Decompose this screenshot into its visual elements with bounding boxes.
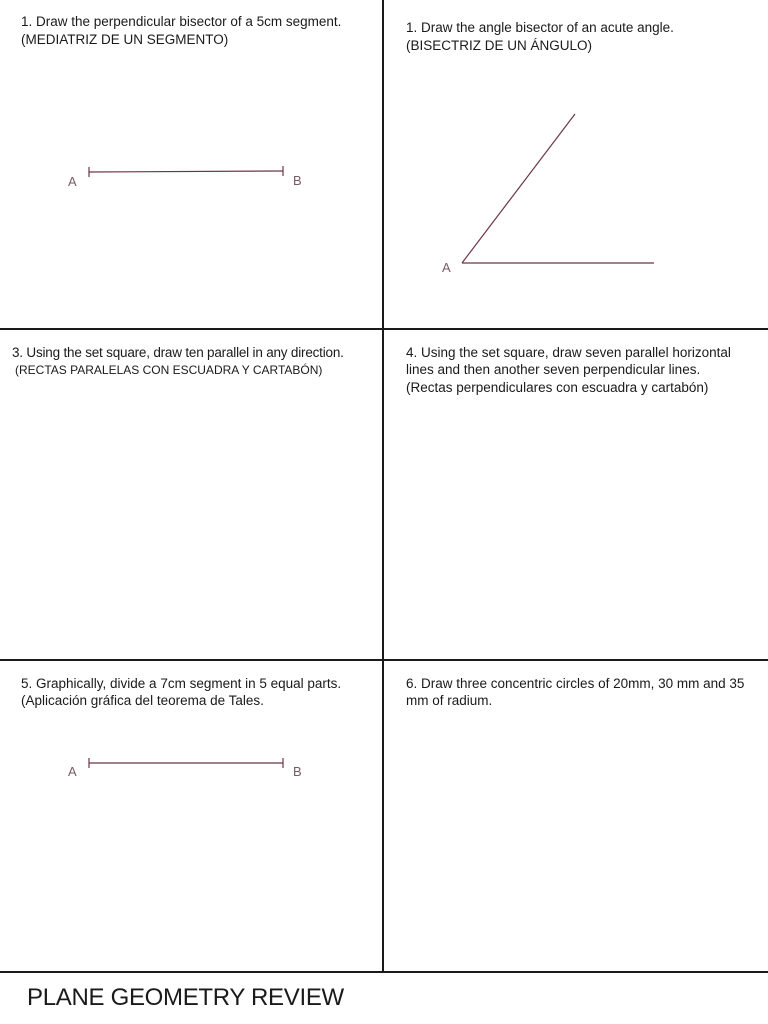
- exercise-2-subtitle: (BISECTRIZ DE UN ÁNGULO): [406, 38, 593, 53]
- exercise-1-subtitle: (MEDIATRIZ DE UN SEGMENTO): [21, 32, 229, 47]
- exercise-2-title: 1. Draw the angle bisector of an acute angle.: [406, 20, 674, 35]
- exercise-2-angle-drawing: [384, 0, 768, 328]
- exercise-5-title: 5. Graphically, divide a 7cm segment in 5 equal parts.: [21, 676, 342, 691]
- segment-ab: [89, 171, 283, 172]
- angle-ray-1: [462, 114, 575, 263]
- exercise-4-cell: [384, 330, 768, 659]
- exercise-1-title: 1. Draw the perpendicular bisector of a 5cm segment.: [21, 14, 342, 29]
- horizontal-divider-3: [0, 971, 768, 973]
- exercise-3-title: 3. Using the set square, draw ten parallel in any direction.: [12, 345, 344, 360]
- exercise-6-title: 6. Draw three concentric circles of 20mm, 30 mm and 35 mm of radium.: [406, 676, 745, 708]
- exercise-6-cell: [384, 661, 768, 971]
- exercise-4-title: 4. Using the set square, draw seven parallel horizontal lines and then another seven perpendicular lines.: [406, 345, 731, 377]
- exercise-3-cell: [0, 330, 382, 659]
- exercise-3-subtitle: (RECTAS PARALELAS CON ESCUADRA Y CARTABÓN): [15, 363, 323, 377]
- point-a-label: A: [68, 764, 77, 779]
- point-b-label: B: [293, 764, 302, 779]
- exercise-5-cell: [0, 661, 382, 971]
- point-a-label: A: [68, 174, 77, 189]
- point-b-label: B: [293, 173, 302, 188]
- exercise-1-segment-drawing: [0, 0, 382, 328]
- exercise-5-segment-drawing: [0, 661, 382, 971]
- exercise-1-cell: [0, 0, 382, 328]
- exercise-2-cell: [384, 0, 768, 328]
- worksheet-title: PLANE GEOMETRY REVIEW: [27, 984, 344, 1011]
- exercise-5-subtitle: (Aplicación gráfica del teorema de Tales.: [21, 693, 264, 708]
- vertex-a-label: A: [442, 260, 451, 275]
- exercise-4-subtitle: (Rectas perpendiculares con escuadra y cartabón): [406, 380, 709, 395]
